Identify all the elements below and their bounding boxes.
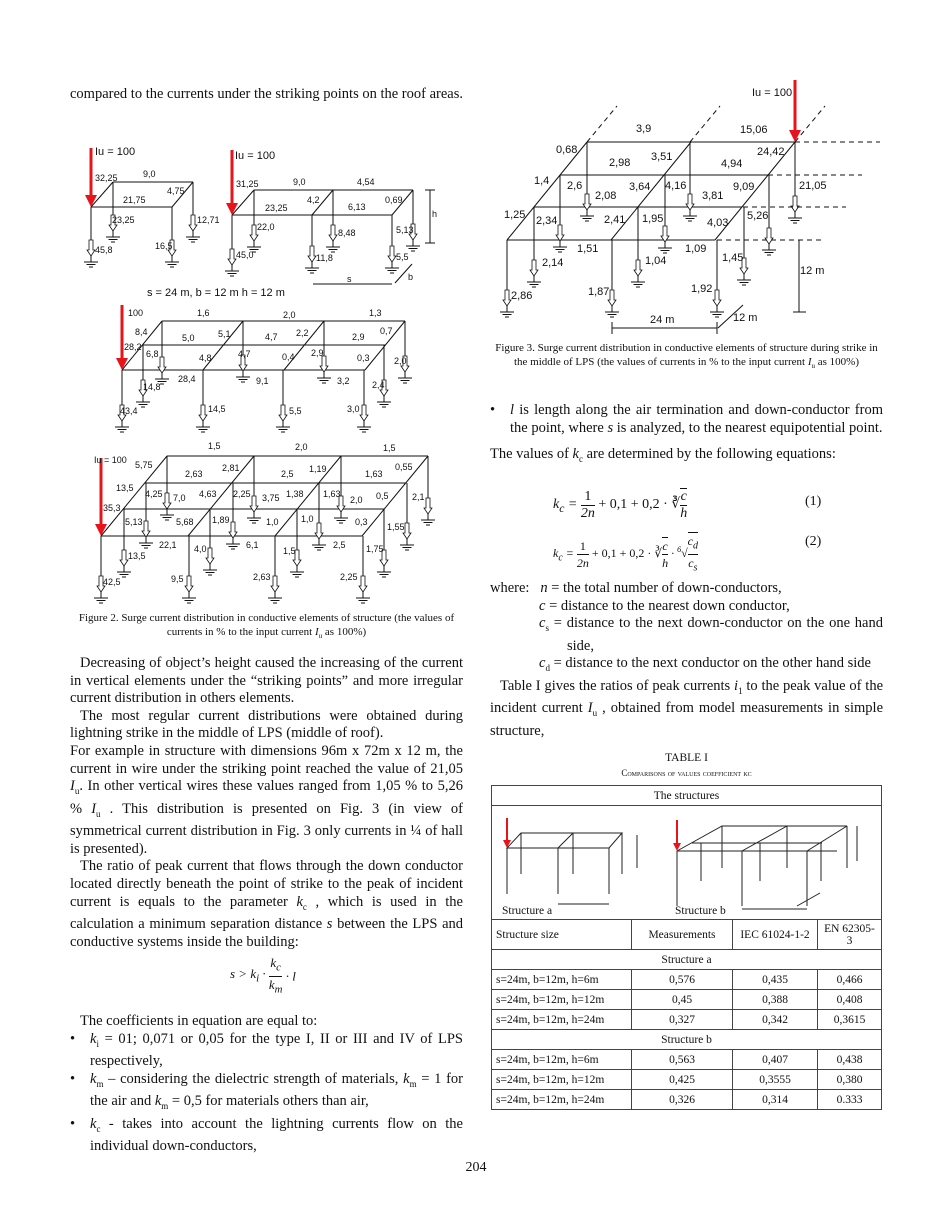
current-arrow-icon (308, 246, 316, 262)
ground-icon (553, 247, 567, 252)
ground-icon (276, 427, 290, 432)
current-arrow-icon (271, 576, 279, 592)
current-value-label: 21,05 (799, 180, 827, 192)
current-value-label: 1,19 (309, 464, 327, 474)
paragraph: The ratio of peak current that flows through the down conductor located directly beneath the point of strike to the peak of incident current is equals to the parameter $k_c$ , which is used in the calculation a minimum separation distance s between the LPS and conductive systems inside the building: (70, 858, 464, 950)
current-value-label: 2,1 (412, 492, 425, 502)
current-value-label: 12 m (733, 312, 758, 324)
current-value-label: 24 m (650, 314, 675, 326)
paragraph: Table I gives the ratios of peak currents $i_1$ to the peak value of the incident current $I_u$ , obtained from model measurements in simple structure, (490, 677, 884, 739)
structure-diagrams-icon (492, 806, 881, 919)
current-value-label: s (347, 274, 352, 284)
strike-arrowhead-icon (95, 524, 107, 536)
current-value-label: 9,0 (143, 169, 156, 179)
current-value-label: Iu = 100 (95, 146, 136, 158)
current-arrow-icon (424, 498, 432, 514)
current-value-label: 8,48 (338, 228, 356, 238)
current-value-label: Iu = 100 (752, 87, 793, 99)
table-row: s=24m, b=12m, h=12m 0,425 0,3555 0,380 (492, 1070, 882, 1090)
current-value-label: 24,42 (757, 146, 785, 158)
equation-2: $k_c$ = $\frac{1}{2n}$ + 0,1 + 0,2 · ∛ $\frac{c}{h}$ · $^6$√ $\frac{c_d}{c_s}$ (553, 532, 698, 577)
current-value-label: 2,0 (350, 495, 363, 505)
ground-icon (377, 572, 391, 577)
current-value-label: 1,25 (504, 209, 526, 221)
current-value-label: 2,14 (542, 257, 564, 269)
current-value-label: b (408, 272, 414, 282)
paragraph: For example in structure with dimensions 96m x 72m x 12 m, the current in wire under the striking point reached the value of 21,05 $I_u$. In other vertical wires these values ranged from 1,05 % to 5,26 % $I_u$ . This distribution is presented on Fig. 3 (in view of symmetrical current distribution in Fig. 3 only currents in ¼ of hall is presented). (70, 742, 463, 857)
paragraph: The coefficients in equation are equal to: (80, 1013, 318, 1030)
current-value-label: 35,3 (103, 503, 121, 513)
current-value-label: 0,68 (556, 144, 578, 156)
ground-icon (385, 268, 399, 273)
figure-3-caption: Figure 3. Surge current distribution in conductive elements of structure during strike in the middle of LPS (the values of currents in % to the input current $I_u$ as 100%) (495, 342, 878, 371)
current-value-label: 2,5 (281, 469, 294, 479)
ground-icon (683, 216, 697, 221)
current-value-label: 9,0 (293, 177, 306, 187)
strike-arrowhead-icon (226, 203, 238, 215)
ground-icon (203, 570, 217, 575)
caption-text: as 100%) (324, 626, 367, 638)
current-value-label: 1,63 (323, 489, 341, 499)
equation-2-number: (2) (805, 534, 822, 549)
current-value-label: 14,5 (208, 404, 226, 414)
ground-icon (737, 280, 751, 285)
current-value-label: 15,06 (740, 124, 768, 136)
current-value-label: 4,2 (307, 195, 320, 205)
where-n: where: n = the total number of down-conductors, (490, 580, 782, 596)
ground-icon (377, 402, 391, 407)
current-value-label: 5,0 (182, 333, 195, 343)
current-value-label: 2,5 (333, 540, 346, 550)
current-value-label: 4,94 (721, 158, 743, 170)
current-value-label: 4,75 (167, 186, 185, 196)
ground-icon (196, 427, 210, 432)
current-value-label: 2,34 (536, 215, 558, 227)
current-value-label: 28,4 (178, 374, 196, 384)
table-row: s=24m, b=12m, h=24m 0,326 0,314 0.333 (492, 1090, 882, 1110)
current-value-label: 1,04 (645, 255, 667, 267)
current-value-label: 0,69 (385, 195, 403, 205)
current-value-label: 5,1 (218, 329, 231, 339)
ground-icon (84, 262, 98, 267)
current-value-label: 9,5 (171, 574, 184, 584)
ground-icon (290, 572, 304, 577)
current-value-label: 3,81 (702, 190, 724, 202)
current-value-label: 28,2 (124, 342, 142, 352)
ground-icon (406, 246, 420, 251)
current-arrow-icon (329, 225, 337, 241)
current-value-label: 0,7 (380, 326, 393, 336)
current-value-label: 0,55 (395, 462, 413, 472)
current-value-label: 0,3 (355, 517, 368, 527)
table-row: s=24m, b=12m, h=12m 0,45 0,388 0,408 (492, 990, 882, 1010)
current-arrow-icon (503, 290, 511, 306)
current-arrow-icon (634, 260, 642, 276)
current-value-label: 2,25 (233, 489, 251, 499)
ground-icon (605, 312, 619, 317)
current-value-label: 2,0 (394, 356, 407, 366)
group-header: Structure b (492, 1030, 882, 1050)
current-arrow-icon (360, 405, 368, 421)
current-arrow-icon (120, 550, 128, 566)
current-value-label: 14,8 (143, 382, 161, 392)
ground-icon (312, 545, 326, 550)
current-arrow-icon (583, 194, 591, 210)
current-value-label: 2,9 (352, 332, 365, 342)
current-arrow-icon (87, 240, 95, 256)
table-subtitle: Comparisons of values coefficient kc (621, 768, 752, 778)
ground-icon (398, 378, 412, 383)
intro-text: compared to the currents under the striking points on the roof areas. (70, 86, 463, 102)
current-value-label: 1,6 (197, 308, 210, 318)
ground-icon (317, 378, 331, 383)
column-header: Measurements (632, 920, 733, 950)
current-value-label: 2,0 (295, 442, 308, 452)
bullet-km: • $k_m$ – considering the dielectric strength of materials, $k_m = 1$ for the air and $k_m = 0,5$ for materials others than air, (70, 1071, 463, 1116)
current-arrow-icon (199, 405, 207, 421)
ground-icon (326, 247, 340, 252)
current-value-label: 1,45 (722, 252, 744, 264)
current-value-label: 5,13 (396, 225, 414, 235)
current-value-label: 2,6 (567, 180, 583, 192)
ground-icon (236, 377, 250, 382)
separation-formula: $s > k_i$ · $\frac{k_c}{k_m}$ · l (230, 955, 296, 996)
where-cs: $c_s$ = distance to the next down-conductor on the one hand side, (539, 615, 883, 654)
current-value-label: 3,0 (347, 404, 360, 414)
current-value-label: 9,09 (733, 181, 755, 193)
current-value-label: 22,0 (257, 222, 275, 232)
current-value-label: 7,0 (173, 493, 186, 503)
column-header: IEC 61024-1-2 (733, 920, 818, 950)
current-value-label: 2,86 (511, 290, 533, 302)
ground-icon (115, 427, 129, 432)
current-arrow-icon (228, 249, 236, 265)
current-arrow-icon (163, 493, 171, 509)
current-value-label: 4,03 (707, 217, 729, 229)
current-value-label: 12,71 (197, 215, 220, 225)
current-value-label: 4,54 (357, 177, 375, 187)
ground-icon (400, 545, 414, 550)
where-block (490, 580, 883, 740)
current-arrow-icon (315, 523, 323, 539)
ground-icon (182, 598, 196, 603)
current-value-label: 42,5 (103, 577, 121, 587)
left-column-top (70, 86, 463, 104)
caption-text: Figure 2. Surge current distribution in conductive elements of structure (the values of currents in % to the input current (78, 612, 455, 638)
ground-icon (186, 237, 200, 242)
ground-icon (160, 515, 174, 520)
current-value-label: 1,0 (301, 514, 314, 524)
current-value-label: 3,9 (636, 123, 652, 135)
table-title: TABLE I (665, 752, 708, 764)
current-value-label: 23,25 (265, 203, 288, 213)
current-value-label: 4,0 (194, 544, 207, 554)
current-value-label: 4,25 (145, 489, 163, 499)
current-value-label: 1,95 (642, 213, 664, 225)
current-value-label: 1,51 (577, 243, 599, 255)
current-value-label: 0,5 (376, 491, 389, 501)
paragraph: Decreasing of object’s height caused the increasing of the current in vertical elements under the “striking points” and more irregular current distribution in others elements. (70, 655, 463, 707)
strike-arrowhead-icon (789, 130, 801, 142)
current-arrow-icon (206, 548, 214, 564)
group-header: Structure a (492, 950, 882, 970)
current-arrow-icon (158, 357, 166, 373)
structure-a-label: Structure a (502, 905, 553, 917)
current-value-label: 8,4 (135, 327, 148, 337)
current-value-label: 0,3 (357, 353, 370, 363)
table-row: s=24m, b=12m, h=24m 0,327 0,342 0,3615 (492, 1010, 882, 1030)
current-value-label: 2,63 (185, 469, 203, 479)
current-value-label: 31,25 (236, 179, 259, 189)
current-value-label: 1,3 (369, 308, 382, 318)
current-value-label: 2,4 (372, 380, 385, 390)
paragraph: The most regular current distributions were obtained during lightning strike in the middle of LPS (middle of roof). (70, 707, 463, 742)
ground-icon (527, 282, 541, 287)
current-value-label: 23,25 (112, 215, 135, 225)
current-arrow-icon (388, 246, 396, 262)
current-value-label: 1,5 (208, 441, 221, 451)
ground-icon (710, 312, 724, 317)
current-arrow-icon (142, 521, 150, 537)
ground-icon (631, 282, 645, 287)
current-value-label: 2,2 (296, 328, 309, 338)
current-arrow-icon (530, 260, 538, 276)
equation-1-number: (1) (805, 494, 822, 509)
ground-icon (305, 268, 319, 273)
current-value-label: 1,87 (588, 286, 610, 298)
current-value-label: 3,75 (262, 493, 280, 503)
current-value-label: 1,09 (685, 243, 707, 255)
ground-icon (788, 218, 802, 223)
current-value-label: s = 24 m, b = 12 m h = 12 m (147, 287, 285, 299)
table-row: s=24m, b=12m, h=6m 0,563 0,407 0,438 (492, 1050, 882, 1070)
current-value-label: 21,75 (123, 195, 146, 205)
ground-icon (500, 312, 514, 317)
current-value-label: 100 (128, 308, 144, 318)
current-value-label: 3,2 (337, 376, 350, 386)
bullet-ki: • $k_i = 01$; 0,071 or 0,05 for the type I, II or III and IV of LPS respectively, (70, 1031, 463, 1071)
current-arrow-icon (279, 405, 287, 421)
ground-icon (357, 427, 371, 432)
current-value-label: 5,75 (135, 460, 153, 470)
current-arrow-icon (189, 215, 197, 231)
structures-header: The structures (492, 786, 882, 806)
conductor-line (91, 182, 113, 207)
ground-icon (226, 544, 240, 549)
current-value-label: 1,63 (365, 469, 383, 479)
current-arrow-icon (791, 196, 799, 212)
ground-icon (94, 598, 108, 603)
current-arrow-icon (250, 496, 258, 512)
current-value-label: 5,5 (396, 252, 409, 262)
current-value-label: 13,5 (116, 483, 134, 493)
current-value-label: 6,13 (348, 202, 366, 212)
current-value-label: 4,7 (265, 332, 278, 342)
left-column-body (70, 655, 463, 1156)
ground-icon (136, 402, 150, 407)
current-value-label: 22,1 (159, 540, 177, 550)
page-number: 204 (465, 1160, 487, 1175)
figure-2-caption: Figure 2. Surge current distribution in conductive elements of structure (the values of currents in % to the input current $I_u$ as 100%) (78, 612, 455, 641)
ground-icon (356, 598, 370, 603)
conductor-line (232, 190, 254, 215)
current-value-label: 45,0 (236, 250, 254, 260)
table-row: s=24m, b=12m, h=6m 0,576 0,435 0,466 (492, 970, 882, 990)
ground-icon (247, 518, 261, 523)
current-value-label: 32,25 (95, 173, 118, 183)
dashed-conductor (587, 106, 617, 142)
current-value-label: 9,1 (256, 376, 269, 386)
current-value-label: 1,38 (286, 489, 304, 499)
ground-icon (106, 237, 120, 242)
dashed-conductor (690, 106, 720, 142)
current-value-label: 2,41 (604, 214, 626, 226)
current-value-label: 16,5 (155, 241, 173, 251)
ground-icon (139, 543, 153, 548)
paragraph: The values of $k_c$ are determined by the following equations: (490, 446, 836, 465)
strike-arrowhead-icon (116, 358, 128, 370)
current-value-label: Iu = 100 (235, 150, 276, 162)
current-value-label: Iu = 100 (94, 455, 127, 465)
current-value-label: 5,68 (176, 517, 194, 527)
ground-icon (334, 518, 348, 523)
ground-icon (762, 250, 776, 255)
current-value-label: 2,25 (340, 572, 358, 582)
ground-icon (268, 598, 282, 603)
current-value-label: 3,51 (651, 151, 673, 163)
structures-diagrams (492, 806, 882, 920)
strike-arrowhead-icon (85, 195, 97, 207)
structure-b-label: Structure b (675, 905, 726, 917)
current-value-label: 2,08 (595, 190, 617, 202)
where-c: c = distance to the nearest down conductor, (539, 597, 790, 614)
current-value-label: 1,5 (383, 443, 396, 453)
current-value-label: h (432, 209, 438, 219)
ground-icon (225, 271, 239, 276)
dashed-conductor (795, 106, 825, 142)
equation-1: $k_c$ = $\frac{1}{2n}$ + 0,1 + 0,2 · ∛ $\frac{c}{h}$ (553, 488, 688, 521)
current-value-label: 5,13 (125, 517, 143, 527)
bullet-kc: • $k_c$ - takes into account the lightning currents flow on the individual down-conductors, (70, 1116, 463, 1156)
current-value-label: 2,98 (609, 157, 631, 169)
current-value-label: 1,0 (266, 517, 279, 527)
current-value-label: 4,8 (199, 353, 212, 363)
current-value-label: 43,4 (120, 406, 138, 416)
current-value-label: 1,55 (387, 522, 405, 532)
column-header: Structure size (492, 920, 632, 950)
current-value-label: 1,75 (366, 544, 384, 554)
current-value-label: 1,4 (534, 175, 550, 187)
current-value-label: 45,8 (95, 245, 113, 255)
current-value-label: 4,63 (199, 489, 217, 499)
ground-icon (165, 262, 179, 267)
current-value-label: 11,8 (316, 253, 333, 263)
ground-icon (658, 248, 672, 253)
current-value-label: 4,7 (238, 349, 251, 359)
current-value-label: 4,16 (665, 180, 687, 192)
column-header: EN 62305-3 (818, 920, 882, 950)
current-value-label: 2,9 (311, 348, 324, 358)
ground-icon (421, 520, 435, 525)
current-value-label: 1,92 (691, 283, 713, 295)
where-cd: $c_d$ = distance to the next conductor on the other hand side (539, 655, 871, 674)
current-arrow-icon (359, 576, 367, 592)
current-arrow-icon (185, 576, 193, 592)
current-value-label: 2,0 (283, 310, 296, 320)
current-value-label: 2,81 (222, 463, 240, 473)
right-column-body (490, 402, 883, 469)
current-value-label: 3,64 (629, 181, 651, 193)
current-arrow-icon (765, 228, 773, 244)
comparison-table (491, 785, 882, 1110)
ground-icon (580, 216, 594, 221)
current-value-label: 5,26 (747, 210, 769, 222)
current-value-label: 12 m (800, 265, 825, 277)
current-value-label: 6,1 (246, 540, 259, 550)
current-value-label: 0,4 (282, 352, 295, 362)
current-arrow-icon (713, 290, 721, 306)
current-arrow-icon (686, 194, 694, 210)
current-arrow-icon (556, 225, 564, 241)
current-value-label: 1,89 (212, 515, 230, 525)
bullet-l: • l is length along the air termination and down-conductor from the point, where s is analyzed, to the nearest equipotential point. (490, 402, 883, 437)
current-value-label: 13,5 (128, 551, 146, 561)
current-value-label: 6,8 (146, 349, 159, 359)
current-value-label: 2,63 (253, 572, 271, 582)
current-value-label: 5,5 (289, 406, 302, 416)
current-value-label: 1,5 (283, 546, 296, 556)
